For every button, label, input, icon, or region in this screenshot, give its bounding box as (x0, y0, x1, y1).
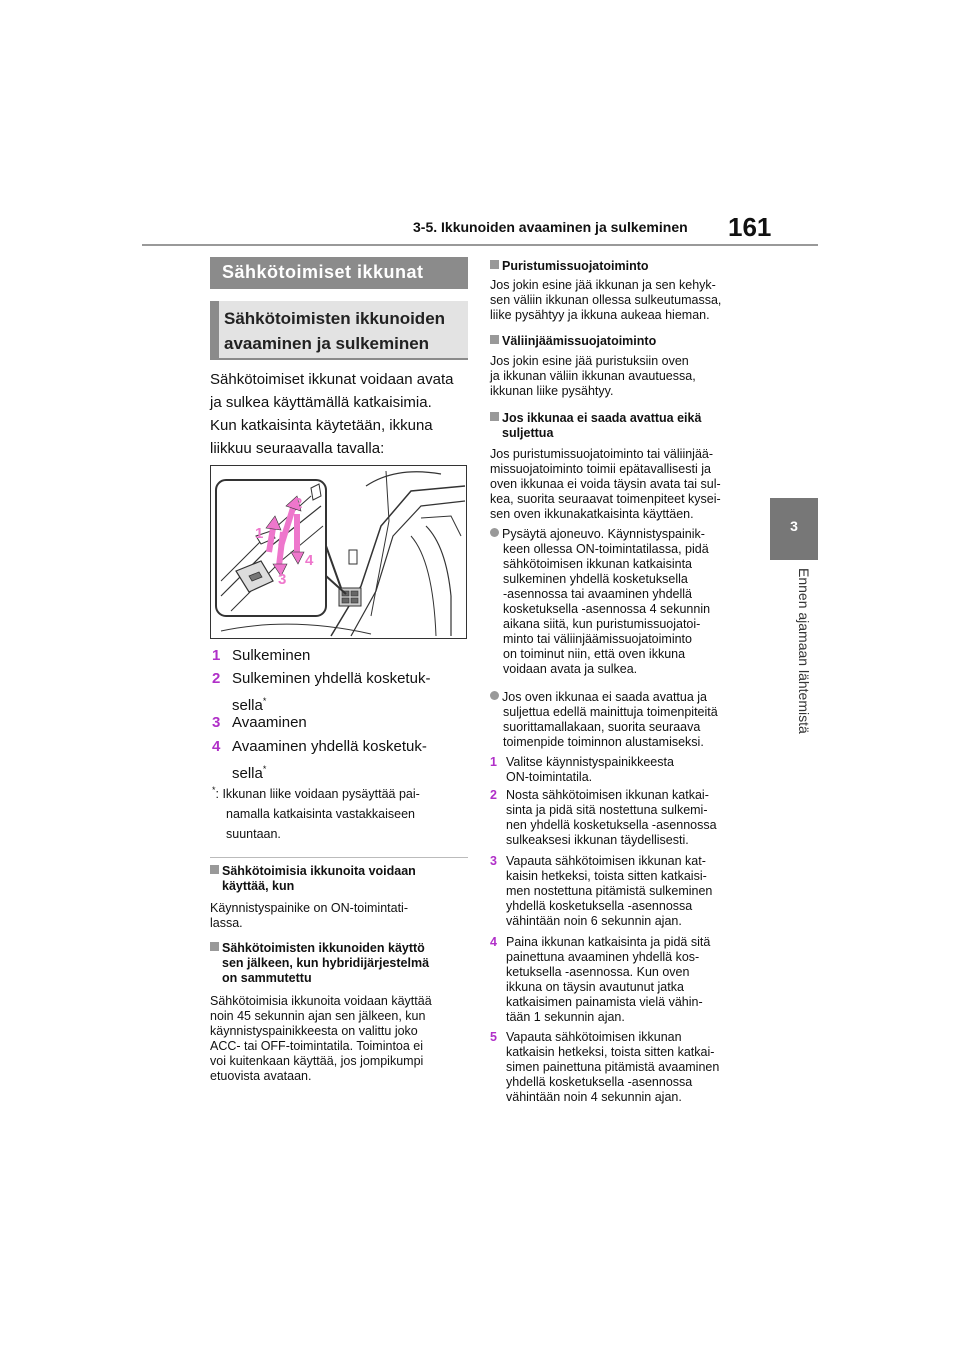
list-item: 1 Sulkeminen (212, 647, 311, 664)
square-bullet-icon (210, 942, 219, 951)
square-bullet-icon (490, 260, 499, 269)
section-title: 3-5. Ikkunoiden avaaminen ja sulkeminen (413, 219, 688, 235)
step-item: 3 Vapauta sähkötoimisen ikkunan kat- kaisin hetkeksi, toista sitten katkaisi- men nostettuna pitämistä sulkeminen yhdellä kosketuksella -asennossa vähintään noin 6 sekunnin ajan. (490, 854, 713, 928)
bullet-item: Pysäytä ajoneuvo. Käynnistyspainik- keen ollessa ON-toimintatilassa, pidä sähkötoimisen ikkunan katkaisinta sulkeminen yhdellä kosketuksella -asennossa tai avaaminen yhdellä kosketuksella -asennossa 4 sekunnin aikana siitä, kun puristumissuojatoi- minto tai väliinjäämissuojatoiminto on toiminut niin, että oven ikkuna voidaan avata ja sulkea. (490, 527, 760, 677)
section-heading: Puristumissuojatoiminto (490, 259, 649, 274)
section-heading: Sähkötoimisten ikkunoiden käyttö sen jälkeen, kun hybridijärjestelmä on sammutettu (210, 941, 472, 986)
footnote: *: Ikkunan liike voidaan pysäyttää pai- namalla katkaisinta vastakkaiseen suuntaan. (212, 785, 420, 842)
topic-title: Sähkötoimiset ikkunat (222, 262, 424, 282)
page-number: 161 (728, 212, 772, 242)
subtopic-title: Sähkötoimisten ikkunoiden avaaminen ja sulkeminen (224, 309, 446, 353)
list-item: 4 Avaaminen yhdellä kosketuk- sella* (212, 738, 427, 782)
section-body: Käynnistyspainike on ON-toimintati- lassa. (210, 901, 408, 930)
square-bullet-icon (210, 865, 219, 874)
section-body: Jos puristumissuojatoiminto tai väliinjää- missuojatoiminto toimii epätavallisesti ja oven ikkunaa ei voida täysin avata tai sul- kea, suorita seuraavat toimenpiteet kysei- sen oven ikkunakatkaisinta käyttäen. (490, 447, 721, 521)
callout-4: 4 (305, 552, 314, 569)
chapter-label: Ennen ajamaan lähtemistä (796, 568, 812, 734)
step-item: 5 Vapauta sähkötoimisen ikkunan katkaisin hetkeksi, toista sitten katkai- simen painettuna pitämistä avaaminen yhdellä kosketuksella -asennossa vähintään noin 4 sekunnin ajan. (490, 1030, 720, 1104)
section-divider (210, 857, 468, 858)
section-body: Jos jokin esine jää puristuksiin oven ja ikkunan väliin ikkunan avautuessa, ikkunan liike pysähtyy. (490, 354, 696, 398)
section-body: Jos jokin esine jää ikkunan ja sen kehyk- sen väliin ikkunan ollessa sulkeutumassa, liike pysähtyy ja ikkuna aukeaa hieman. (490, 278, 722, 322)
section-heading: Väliinjäämissuojatoiminto (490, 334, 656, 349)
list-item: 2 Sulkeminen yhdellä kosketuk- sella* (212, 670, 431, 714)
list-item: 3 Avaaminen (212, 714, 307, 731)
callout-1: 1 (255, 525, 264, 542)
window-switch-illustration (210, 465, 467, 639)
chapter-number: 3 (790, 518, 798, 534)
step-item: 4 Paina ikkunan katkaisinta ja pidä sitä painettuna avaaminen yhdellä kos- ketuksella -asennossa. Kun oven ikkuna on täysin avautunut jatka katkaisimen painamista vielä vähin- tään 1 sekunnin ajan. (490, 935, 711, 1024)
callout-2: 2 (294, 495, 303, 512)
bullet-item: Jos oven ikkunaa ei saada avattua ja suljettua edellä mainittuja toimenpiteitä suorittamallakaan, suorita seuraava toimenpide toiminnon alustamiseksi. (490, 690, 760, 750)
header-divider (142, 244, 818, 246)
step-item: 1 Valitse käynnistyspainikkeesta ON-toimintatila. (490, 755, 674, 784)
step-item: 2 Nosta sähkötoimisen ikkunan katkai- sinta ja pidä sitä nostettuna sulkemi- nen yhdellä kosketuksella -asennossa sulkeaksesi ikkunan täydellisesti. (490, 788, 717, 847)
round-bullet-icon (490, 691, 499, 700)
subtopic-rule (210, 358, 468, 360)
section-heading: Sähkötoimisia ikkunoita voidaan käyttää, kun (210, 864, 472, 894)
callout-3: 3 (278, 571, 287, 588)
square-bullet-icon (490, 335, 499, 344)
section-heading: Jos ikkunaa ei saada avattua eikä suljettua (490, 411, 701, 441)
section-body: Sähkötoimisia ikkunoita voidaan käyttää noin 45 sekunnin ajan sen jälkeen, kun käynnistyspainikkeesta on valittu joko ACC- tai OFF-toimintatila. Toimintoa ei voi kuitenkaan käyttää, jos jompikumpi etuovista avataan. (210, 994, 432, 1083)
subtopic-bar (210, 301, 219, 359)
round-bullet-icon (490, 528, 499, 537)
intro-paragraph: Sähkötoimiset ikkunat voidaan avata ja sulkea käyttämällä katkaisimia. Kun katkaisinta käytetään, ikkuna liikkuu seuraavalla tavalla: (210, 371, 454, 457)
square-bullet-icon (490, 412, 499, 421)
